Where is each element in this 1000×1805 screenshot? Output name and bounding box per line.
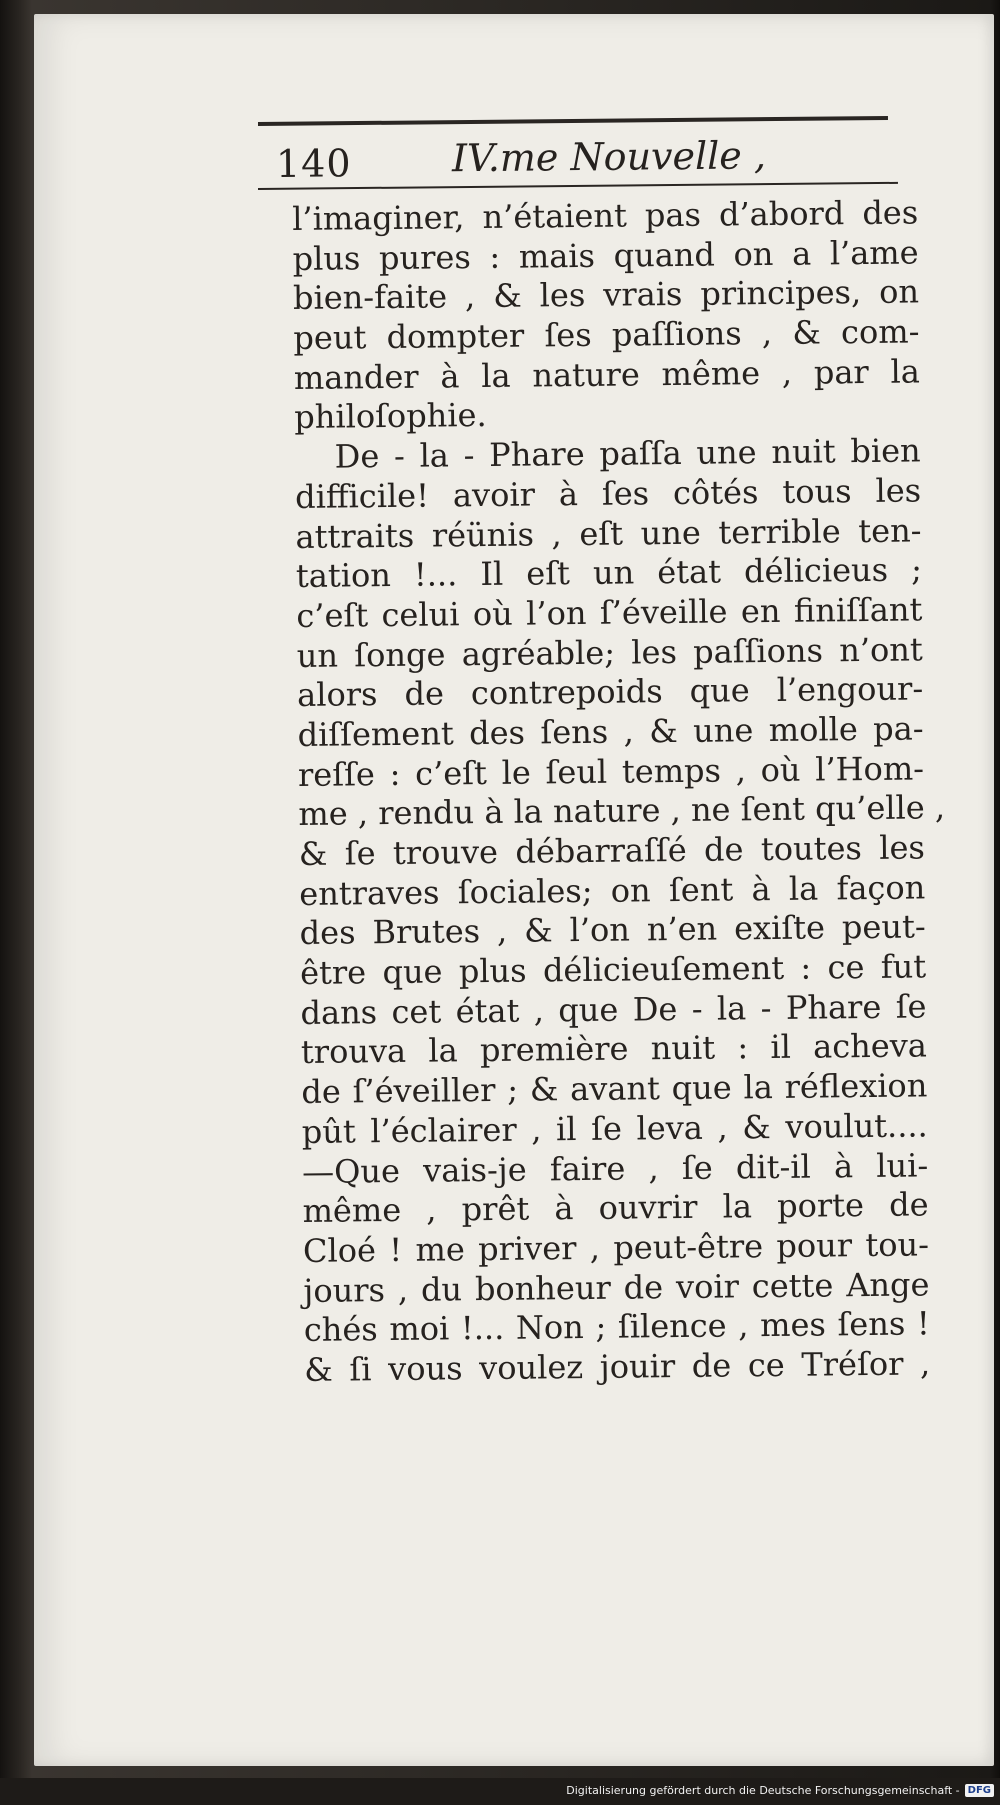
running-head: [276, 132, 896, 190]
text-line: c’eſt celui où l’on ſ’éveille en finiſſant: [296, 590, 923, 635]
text-line: difficile! avoir à ſes côtés tous les: [294, 471, 922, 516]
section-title: IV.me Nouvelle ,: [451, 133, 767, 181]
text-line: jours , du bonheur de voir cette Ange: [303, 1264, 930, 1310]
text-line: de ſ’éveiller ; & avant que la réflexion: [301, 1066, 928, 1112]
text-line: attraits réünis , eſt une terrible ten-: [295, 510, 922, 556]
text-line: reſſe : c’eſt le ſeul temps , où l’Hom-: [297, 749, 925, 794]
text-line: bien-faite , & les vrais principes, on: [292, 272, 920, 318]
text-line: —Que vais-je faire , ſe dit-il à lui-: [301, 1145, 929, 1191]
text-line: plus pures : mais quand on a l’ame: [292, 233, 919, 278]
text-line: tation !... Il eſt un état délicieus ;: [295, 550, 923, 596]
text-line: trouva la première nuit : il acheva: [300, 1026, 928, 1072]
digitization-credit: [566, 1781, 994, 1799]
paragraph-first-line: De - la - Phare paſſa une nuit bien: [334, 431, 921, 476]
text-line: philoſophie.: [294, 396, 487, 437]
text-line: me , rendu à la nature , ne ſent qu’elle ,: [298, 788, 946, 834]
text-line: même , prêt à ouvrir la porte de: [302, 1185, 929, 1231]
dfg-logo: DFG: [965, 1784, 994, 1797]
text-line: Cloé ! me priver , peut-être pour tou-: [302, 1225, 930, 1270]
text-line: être que plus délicieuſement : ce fut: [299, 947, 927, 993]
text-line: mander à la nature même , par la: [293, 352, 921, 397]
text-line: entraves ſociales; on ſent à la façon: [299, 868, 926, 913]
text-line: dans cet état , que De - la - Phare ſe: [300, 987, 927, 1032]
text-line: diſſement des ſens , & une molle pa-: [297, 709, 924, 754]
text-line: alors de contrepoids que l’engour-: [296, 669, 924, 715]
text-line: un ſonge agréable; les paſſions n’ont: [296, 629, 923, 675]
text-line: & ſi vous voulez jouir de ce Tréſor ,: [304, 1344, 931, 1389]
credit-text: Digitalisierung gefördert durch die Deutsche Forschungsgemeinschaft -: [566, 1783, 960, 1797]
text-line: des Brutes , & l’on n’en exiſte peut-: [299, 907, 926, 953]
text-line: & ſe trouve débarraſſé de toutes les: [298, 828, 926, 873]
page-number: 140: [275, 141, 352, 186]
text-line: l’imaginer, n’étaient pas d’abord des: [292, 193, 919, 238]
text-line: peut dompter ſes paſſions , & com-: [293, 312, 920, 358]
text-line: chés moi !... Non ; ſilence , mes ſens !: [303, 1304, 931, 1350]
text-line: pût l’éclairer , il ſe leva , & voulut....: [301, 1106, 928, 1151]
body-text: [292, 193, 946, 1390]
